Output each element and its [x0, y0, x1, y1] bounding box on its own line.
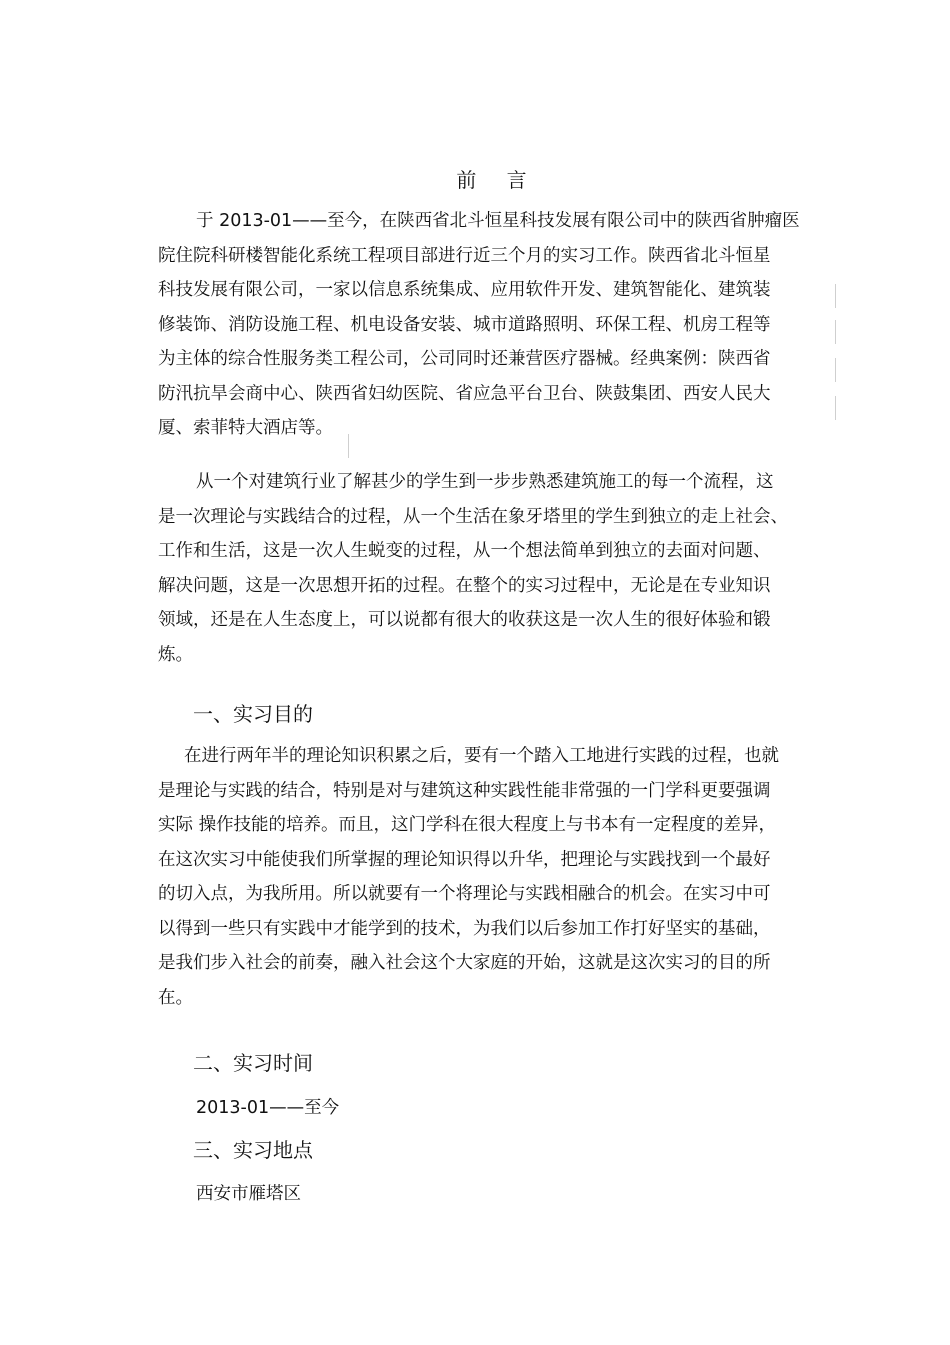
- paragraph-line: 为主体的综合性服务类工程公司，公司同时还兼营医疗器械。经典案例：陕西省: [158, 349, 771, 369]
- margin-mark: [835, 284, 836, 308]
- section-heading-purpose: 一、实习目的: [193, 702, 313, 726]
- paragraph-line: 是我们步入社会的前奏，融入社会这个大家庭的开始，这就是这次实习的目的所: [158, 953, 771, 973]
- preface-paragraph: [158, 204, 808, 446]
- paragraph-line: 从一个对建筑行业了解甚少的学生到一步步熟悉建筑施工的每一个流程，这: [196, 472, 774, 492]
- paragraph-line: 领域，还是在人生态度上，可以说都有很大的收获这是一次人生的很好体验和锻: [158, 610, 771, 630]
- page-title: 前 言: [456, 168, 539, 192]
- paragraph-line: 科技发展有限公司，一家以信息系统集成、应用软件开发、建筑智能化、建筑装: [158, 280, 771, 300]
- margin-mark: [835, 396, 836, 420]
- section-heading-location: 三、实习地点: [193, 1138, 313, 1162]
- paragraph-line: 炼。: [158, 644, 193, 665]
- internship-time-value: 2013-01——至今: [196, 1098, 340, 1118]
- paragraph-line: 是一次理论与实践结合的过程，从一个生活在象牙塔里的学生到独立的走上社会、: [158, 506, 788, 527]
- paragraph-line: 修装饰、消防设施工程、机电设备安装、城市道路照明、环保工程、机房工程等: [158, 314, 771, 335]
- reflection-paragraph: [158, 465, 808, 672]
- internship-location-value: 西安市雁塔区: [196, 1184, 301, 1204]
- paragraph-line: 在。: [158, 987, 193, 1008]
- margin-mark: [348, 434, 349, 458]
- paragraph-line: 是理论与实践的结合，特别是对与建筑这种实践性能非常强的一门学科更要强调: [158, 780, 771, 801]
- paragraph-line: 的切入点，为我所用。所以就要有一个将理论与实践相融合的机会。在实习中可: [158, 884, 771, 904]
- purpose-paragraph: [158, 739, 808, 1015]
- section-heading-time: 二、实习时间: [193, 1051, 313, 1075]
- paragraph-line: 解决问题，这是一次思想开拓的过程。在整个的实习过程中，无论是在专业知识: [158, 575, 771, 596]
- margin-mark: [835, 358, 836, 382]
- paragraph-line: 实际 操作技能的培养。而且，这门学科在很大程度上与书本有一定程度的差异，: [158, 815, 777, 835]
- paragraph-line: 以得到一些只有实践中才能学到的技术，为我们以后参加工作打好坚实的基础，: [158, 918, 771, 939]
- paragraph-line: 防汛抗旱会商中心、陕西省妇幼医院、省应急平台卫台、陕鼓集团、西安人民大: [158, 383, 771, 404]
- margin-mark: [835, 320, 836, 344]
- paragraph-line: 工作和生活，这是一次人生蜕变的过程，从一个想法简单到独立的去面对问题、: [158, 541, 771, 561]
- paragraph-line: 在进行两年半的理论知识积累之后，要有一个踏入工地进行实践的过程，也就: [184, 746, 779, 766]
- paragraph-line: 在这次实习中能使我们所掌握的理论知识得以升华，把理论与实践找到一个最好: [158, 849, 771, 870]
- paragraph-line: 于 2013-01——至今，在陕西省北斗恒星科技发展有限公司中的陕西省肿瘤医: [196, 211, 800, 231]
- paragraph-line: 厦、索菲特大酒店等。: [158, 418, 333, 438]
- paragraph-line: 院住院科研楼智能化系统工程项目部进行近三个月的实习工作。陕西省北斗恒星: [158, 245, 771, 266]
